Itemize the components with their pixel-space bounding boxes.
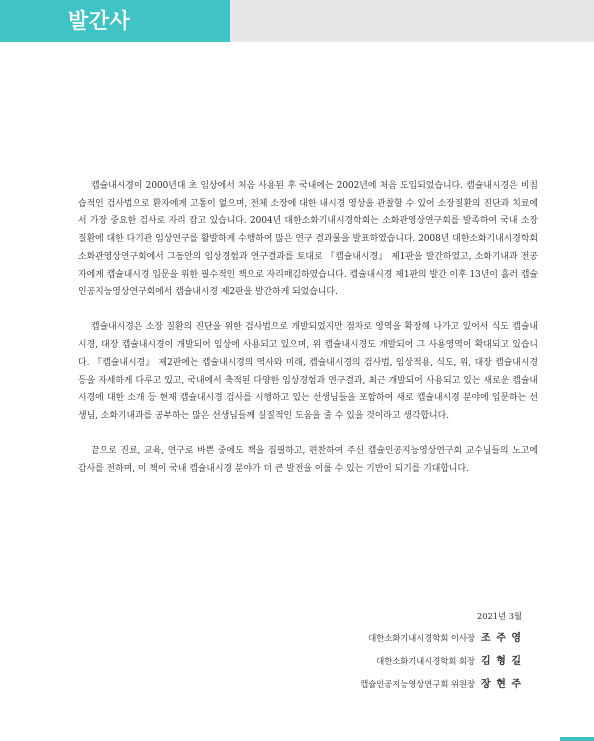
paragraph-history: 캡슐내시경이 2000년대 초 임상에서 처음 사용된 후 국내에는 2002년에 처음 도입되었습니다. 캡슐내시경은 비침습적인 검사법으로 환자에게 고통이 없으며, 전체 소장에 대한 내시경 영상을 관찰할 수 있어 소장질환의 진단과 치료에서 가장 중요한 검사로 자리 잡고 있습니다. 2004년 대한소화기내시경학회는 소화관영상연구회를 발족하여 국내 소장질환에 대한 다기관 임상연구를 활발하게 수행하여 많은 연구 결과물을 발표하였습니다. 2008년 대한소화기내시경학회 소화관영상연구회에서 그동안의 임상경험과 연구결과를 토대로 『캡슐내시경』 제1판을 발간하였고, 소화기내과 전공자에게 캡슐내시경 입문을 위한 필수적인 책으로 자리매김하였습니다. 캡슐내시경 제1판의 발간 이후 13년이 흘러 캡슐인공지능영상연구회에서 캡슐내시경 제2판을 발간하게 되었습니다. — [78, 181, 538, 298]
signer-title: 대한소화기내시경학회 이사장 — [368, 633, 476, 643]
preface-body — [78, 178, 538, 496]
signer-name: 김 형 길 — [481, 656, 522, 667]
signer-name: 조 주 영 — [481, 633, 522, 644]
footer-accent — [0, 734, 594, 741]
signer-row — [262, 627, 522, 650]
footer-accent-bar — [560, 737, 594, 741]
page-title: 발간사 — [68, 9, 131, 33]
paragraph-thanks: 끝으로 진료, 교육, 연구로 바쁜 중에도 책을 집필하고, 편찬하여 주신 캡슐인공지능영상연구회 교수님들의 노고에 감사를 전하며, 이 책이 국내 캡슐내시경 분야가 더 큰 발전을 이룰 수 있는 기반이 되기를 기대합니다. — [78, 446, 538, 474]
signature-date: 2021년 3월 — [476, 611, 522, 621]
signer-row — [262, 673, 522, 696]
signature-block — [262, 605, 522, 696]
header-tab — [0, 0, 230, 42]
signer-name: 장 현 주 — [481, 679, 522, 690]
paragraph-scope: 캡슐내시경은 소장 질환의 진단을 위한 검사법으로 개발되었지만 점차로 영역을 확장해 나가고 있어서 식도 캡슐내시경, 대장 캡슐내시경이 개발되어 임상에 사용되고 있으며, 위 캡슐내시경도 개발되어 그 사용영역이 확대되고 있습니다. 『캡슐내시경』 제2판에는 캡슐내시경의 역사와 미래, 캡슐내시경의 검사법, 임상적용, 식도, 위, 대장 캡슐내시경 등을 자세하게 다루고 있고, 국내에서 축적된 다양한 임상경험과 연구결과, 최근 개발되어 사용되고 있는 새로운 캡슐내시경에 대한 소개 등 현재 캡슐내시경 검사를 시행하고 있는 선생님들을 포함하여 새로 캡슐내시경 분야에 입문하는 선생님, 소화기내과를 공부하는 많은 선생님들께 실질적인 도움을 줄 수 있을 것이라고 생각합니다. — [78, 322, 538, 421]
signer-row — [262, 650, 522, 673]
signer-title: 캡슐인공지능영상연구회 위원장 — [360, 679, 476, 689]
signer-title: 대한소화기내시경학회 회장 — [376, 656, 476, 666]
